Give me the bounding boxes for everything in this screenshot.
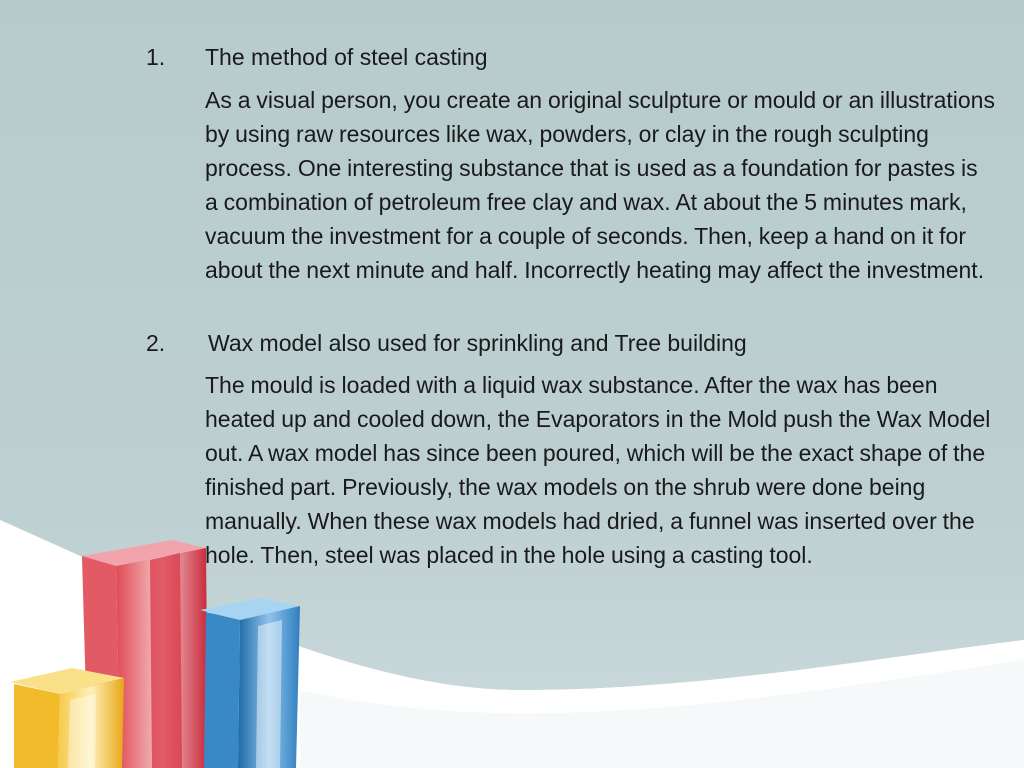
list-number: 1. (146, 44, 166, 70)
list-number: 2. (146, 330, 166, 356)
list-item-body: As a visual person, you create an original sculpture or mould or an illustrations by using raw resources like wax, powders, or clay in the rough sculpting process. One interesting substance that is used as a foundation for pastes is a combination of petroleum free clay and wax. At about the 5 minutes mark, vacuum the investment for a couple of seconds. Then, keep a hand on it for about the next minute and half. Incorrectly heating may affect the investment. (205, 87, 995, 283)
list-item-body: The mould is loaded with a liquid wax substance. After the wax has been heated up and cooled down, the Evaporators in the Mold push the Wax Model out. A wax model has since been poured, which will be the exact shape of the finished part. Previously, the wax models on the shrub were done being manually. When these wax models had dried, a funnel was inserted over the hole. Then, steel was placed in the hole using a casting tool. (205, 372, 991, 568)
list-item-title: Wax model also used for sprinkling and Tree building (208, 330, 747, 356)
list-item-title: The method of steel casting (205, 44, 488, 70)
